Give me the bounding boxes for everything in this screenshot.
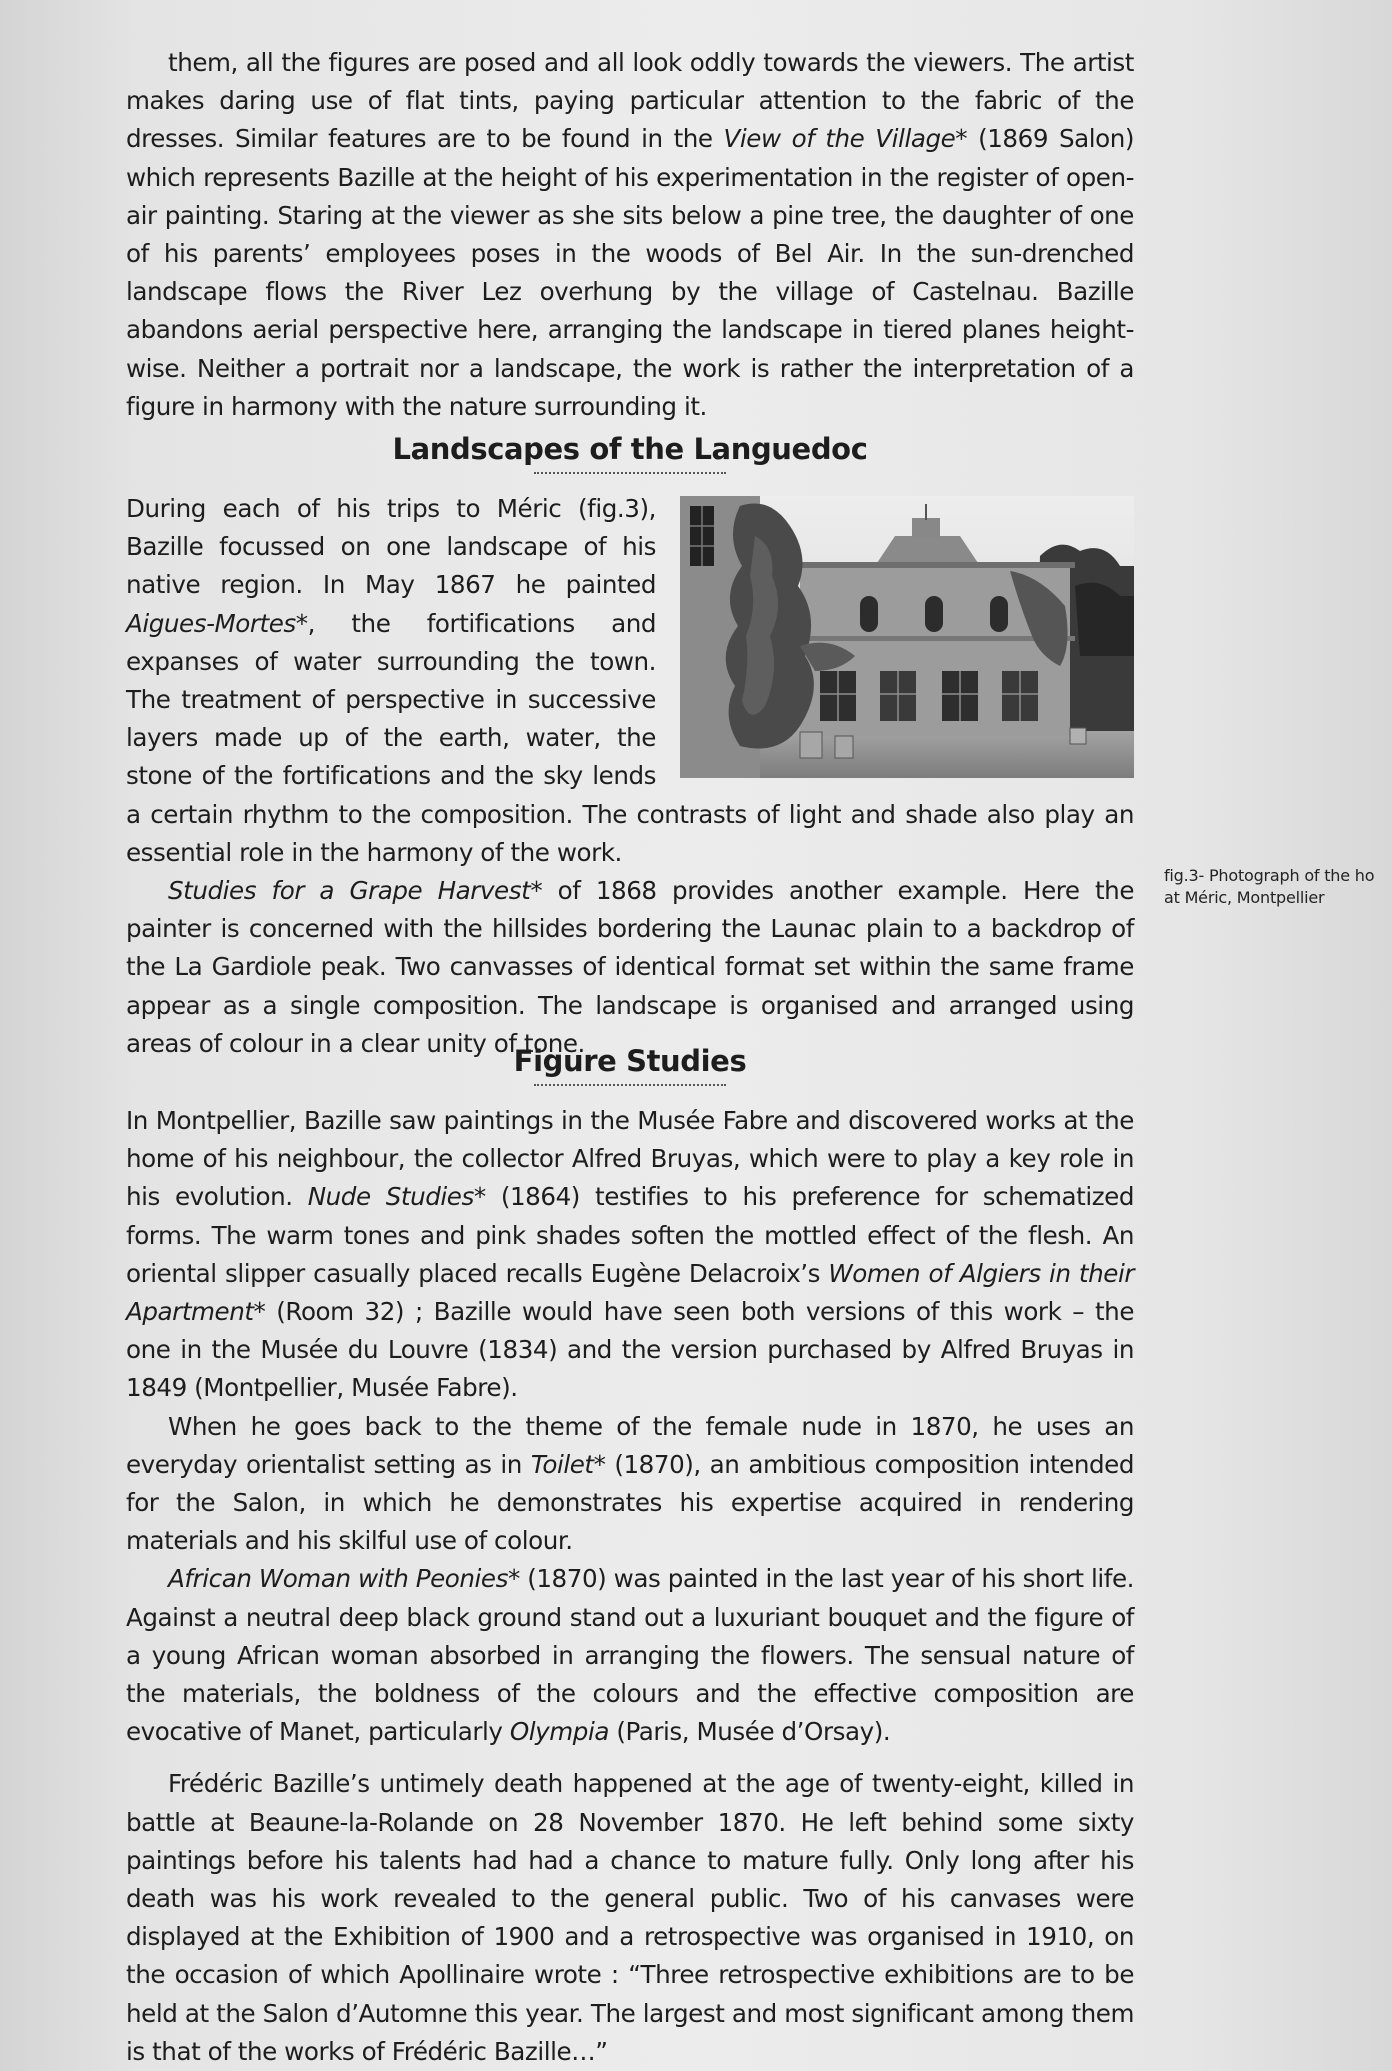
figures-paragraph-3: African Woman with Peonies* (1870) was painted in the last year of his short life. Against a neutral deep black ground stand out a luxuriant bouquet and the figure of a young African woman absorbed in arranging the flowers. The sensual nature of the materials, the boldness of the colours and the effective composition are evocative of Manet, particularly Olympia (Paris, Musée d’Orsay). bbox=[126, 1564, 1135, 1747]
artwork-title: African Woman with Peonies bbox=[168, 1564, 508, 1594]
artwork-title: Toilet bbox=[530, 1449, 594, 1479]
figures-paragraph-1: In Montpellier, Bazille saw paintings in the Musée Fabre and discovered works at the home of his neighbour, the collector Alfred Bruyas, which were to play a key role in his evolution. Nude Studies* (1864) testifies to his preference for schematized forms. The warm tones and pink shades soften the mottled effect of the flesh. An oriental slipper casually placed recalls Eugène Delacroix’s Women of Algiers in their Apartment* (Room 32) ; Bazille would have seen both versions of this work – the one in the Musée du Louvre (1834) and the version purchased by Alfred Bruyas in 1849 (Montpellier, Musée Fabre). bbox=[126, 1106, 1135, 1403]
intro-section bbox=[126, 44, 1134, 426]
landscapes-section bbox=[126, 430, 1134, 1063]
heading-divider bbox=[534, 1084, 726, 1086]
heading-divider bbox=[534, 472, 726, 474]
section-heading-landscapes: Landscapes of the Languedoc bbox=[392, 432, 868, 466]
figures-paragraph-2: When he goes back to the theme of the female nude in 1870, he uses an everyday orientalist setting as in Toilet* (1870), an ambitious composition intended for the Salon, in which he demonstrates his expertise acquired in rendering materials and his skilful use of colour. bbox=[126, 1411, 1134, 1556]
figures-paragraph-4: Frédéric Bazille’s untimely death happened at the age of twenty-eight, killed in battle at Beaune-la-Rolande on 28 November 1870. He left behind some sixty paintings before his talents had had a chance to mature fully. Only long after his death was his work revealed to the general public. Two of his canvases were displayed at the Exhibition of 1900 and a retrospective was organised in 1910, on the occasion of which Apollinaire wrote : “Three retrospective exhibitions are to be held at the Salon d’Automne this year. The largest and most significant among them is that of the works of Frédéric Bazille…” bbox=[126, 1769, 1134, 2066]
artwork-title: View of the Village bbox=[723, 124, 956, 154]
artwork-title: Nude Studies bbox=[307, 1182, 474, 1212]
figure-photo bbox=[680, 496, 1134, 778]
house-photograph bbox=[680, 496, 1134, 778]
figure-studies-section bbox=[126, 1042, 1134, 2071]
intro-paragraph: them, all the figures are posed and all look oddly towards the viewers. The artist makes daring use of flat tints, paying particular attention to the fabric of the dresses. Similar features are to be found in the View of the Village* (1869 Salon) which represents Bazille at the height of his experimentation in the register of open-air painting. Staring at the viewer as she sits below a pine tree, the daughter of one of his parents’ employees poses in the woods of Bel Air. In the sun-drenched landscape flows the River Lez overhung by the village of Castelnau. Bazille abandons aerial perspective here, arranging the landscape in tiered planes height-wise. Neither a portrait nor a landscape, the work is rather the interpretation of a figure in harmony with the nature surrounding it. bbox=[126, 48, 1135, 421]
landscapes-paragraph-2: Studies for a Grape Harvest* of 1868 provides another example. Here the painter is concerned with the hillsides bordering the Launac plain to a backdrop of the La Gardiole peak. Two canvasses of identical format set within the same frame appear as a single composition. The landscape is organised and arranged using areas of colour in a clear unity of tone. bbox=[126, 876, 1134, 1058]
landscapes-paragraph-1: During each of his trips to Méric (fig.3), Bazille focussed on one landscape of his native region. In May 1867 he painted Aigues-Mortes*, the fortifications and expanses of water surrounding the town. The treatment of perspective in successive layers made up of the earth, water, the stone of the fortifications and the sky lends a certain rhythm to the composition. The contrasts of light and shade also play an essential role in the harmony of the work. bbox=[126, 494, 1134, 867]
figure-caption: fig.3- Photograph of the ho at Méric, Montpellier bbox=[1164, 866, 1375, 907]
artwork-title: Aigues-Mortes bbox=[126, 608, 296, 638]
section-heading-figure-studies: Figure Studies bbox=[513, 1044, 747, 1078]
artwork-title: Olympia bbox=[509, 1717, 609, 1747]
artwork-title: Women of Algiers in their Apartment bbox=[126, 1258, 1134, 1327]
artwork-title: Studies for a Grape Harvest bbox=[168, 876, 531, 906]
